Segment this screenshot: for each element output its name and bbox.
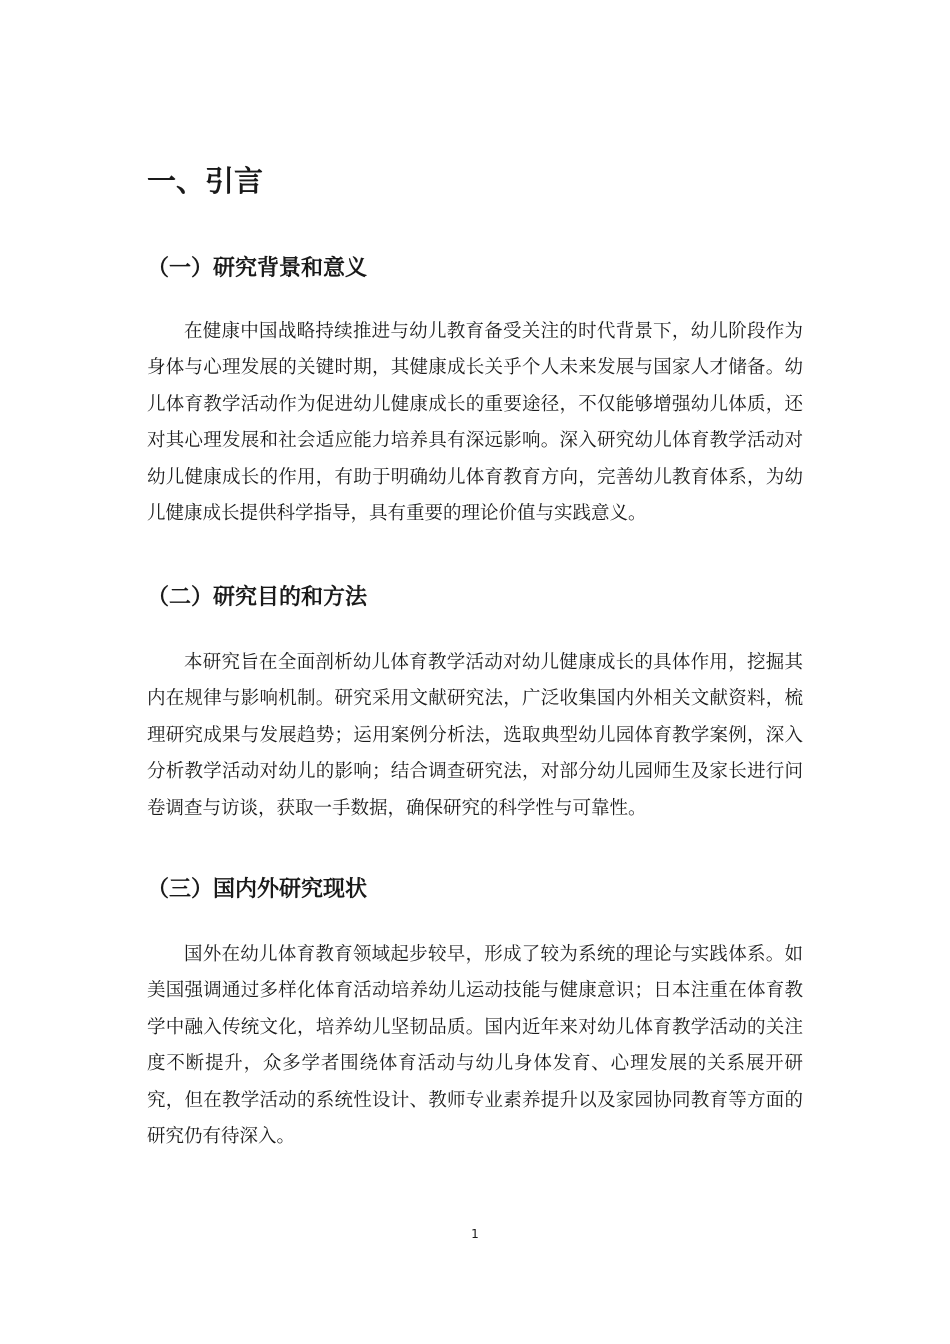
section-paragraph-research-status: 国外在幼儿体育教育领域起步较早，形成了较为系统的理论与实践体系。如美国强调通过多样化体育活动培养幼儿运动技能与健康意识；日本注重在体育教学中融入传统文化，培养幼儿坚韧品质。国内近年来对幼儿体育教学活动的关注度不断提升，众多学者围绕体育活动与幼儿身体发育、心理发展的关系展开研究，但在教学活动的系统性设计、教师专业素养提升以及家园协同教育等方面的研究仍有待深入。 — [147, 944, 803, 1148]
section-paragraph-background: 在健康中国战略持续推进与幼儿教育备受关注的时代背景下，幼儿阶段作为身体与心理发展的关键时期，其健康成长关乎个人未来发展与国家人才储备。幼儿体育教学活动作为促进幼儿健康成长的重要途径，不仅能够增强幼儿体质，还对其心理发展和社会适应能力培养具有深远影响。深入研究幼儿体育教学活动对幼儿健康成长的作用，有助于明确幼儿体育教育方向，完善幼儿教育体系，为幼儿健康成长提供科学指导，具有重要的理论价值与实践意义。 — [147, 321, 803, 525]
section-title-research-status: （三）国内外研究现状 — [147, 877, 368, 902]
chapter-heading: 一、引言 — [147, 164, 264, 198]
section-paragraph-purpose-methods: 本研究旨在全面剖析幼儿体育教学活动对幼儿健康成长的具体作用，挖掘其内在规律与影响机制。研究采用文献研究法，广泛收集国内外相关文献资料，梳理研究成果与发展趋势；运用案例分析法，选取典型幼儿园体育教学案例，深入分析教学活动对幼儿的影响；结合调查研究法，对部分幼儿园师生及家长进行问卷调查与访谈，获取一手数据，确保研究的科学性与可靠性。 — [147, 652, 803, 819]
section-title-background: （一）研究背景和意义 — [147, 256, 368, 281]
section-title-purpose-methods: （二）研究目的和方法 — [147, 585, 368, 610]
page-number: 1 — [471, 1227, 479, 1241]
